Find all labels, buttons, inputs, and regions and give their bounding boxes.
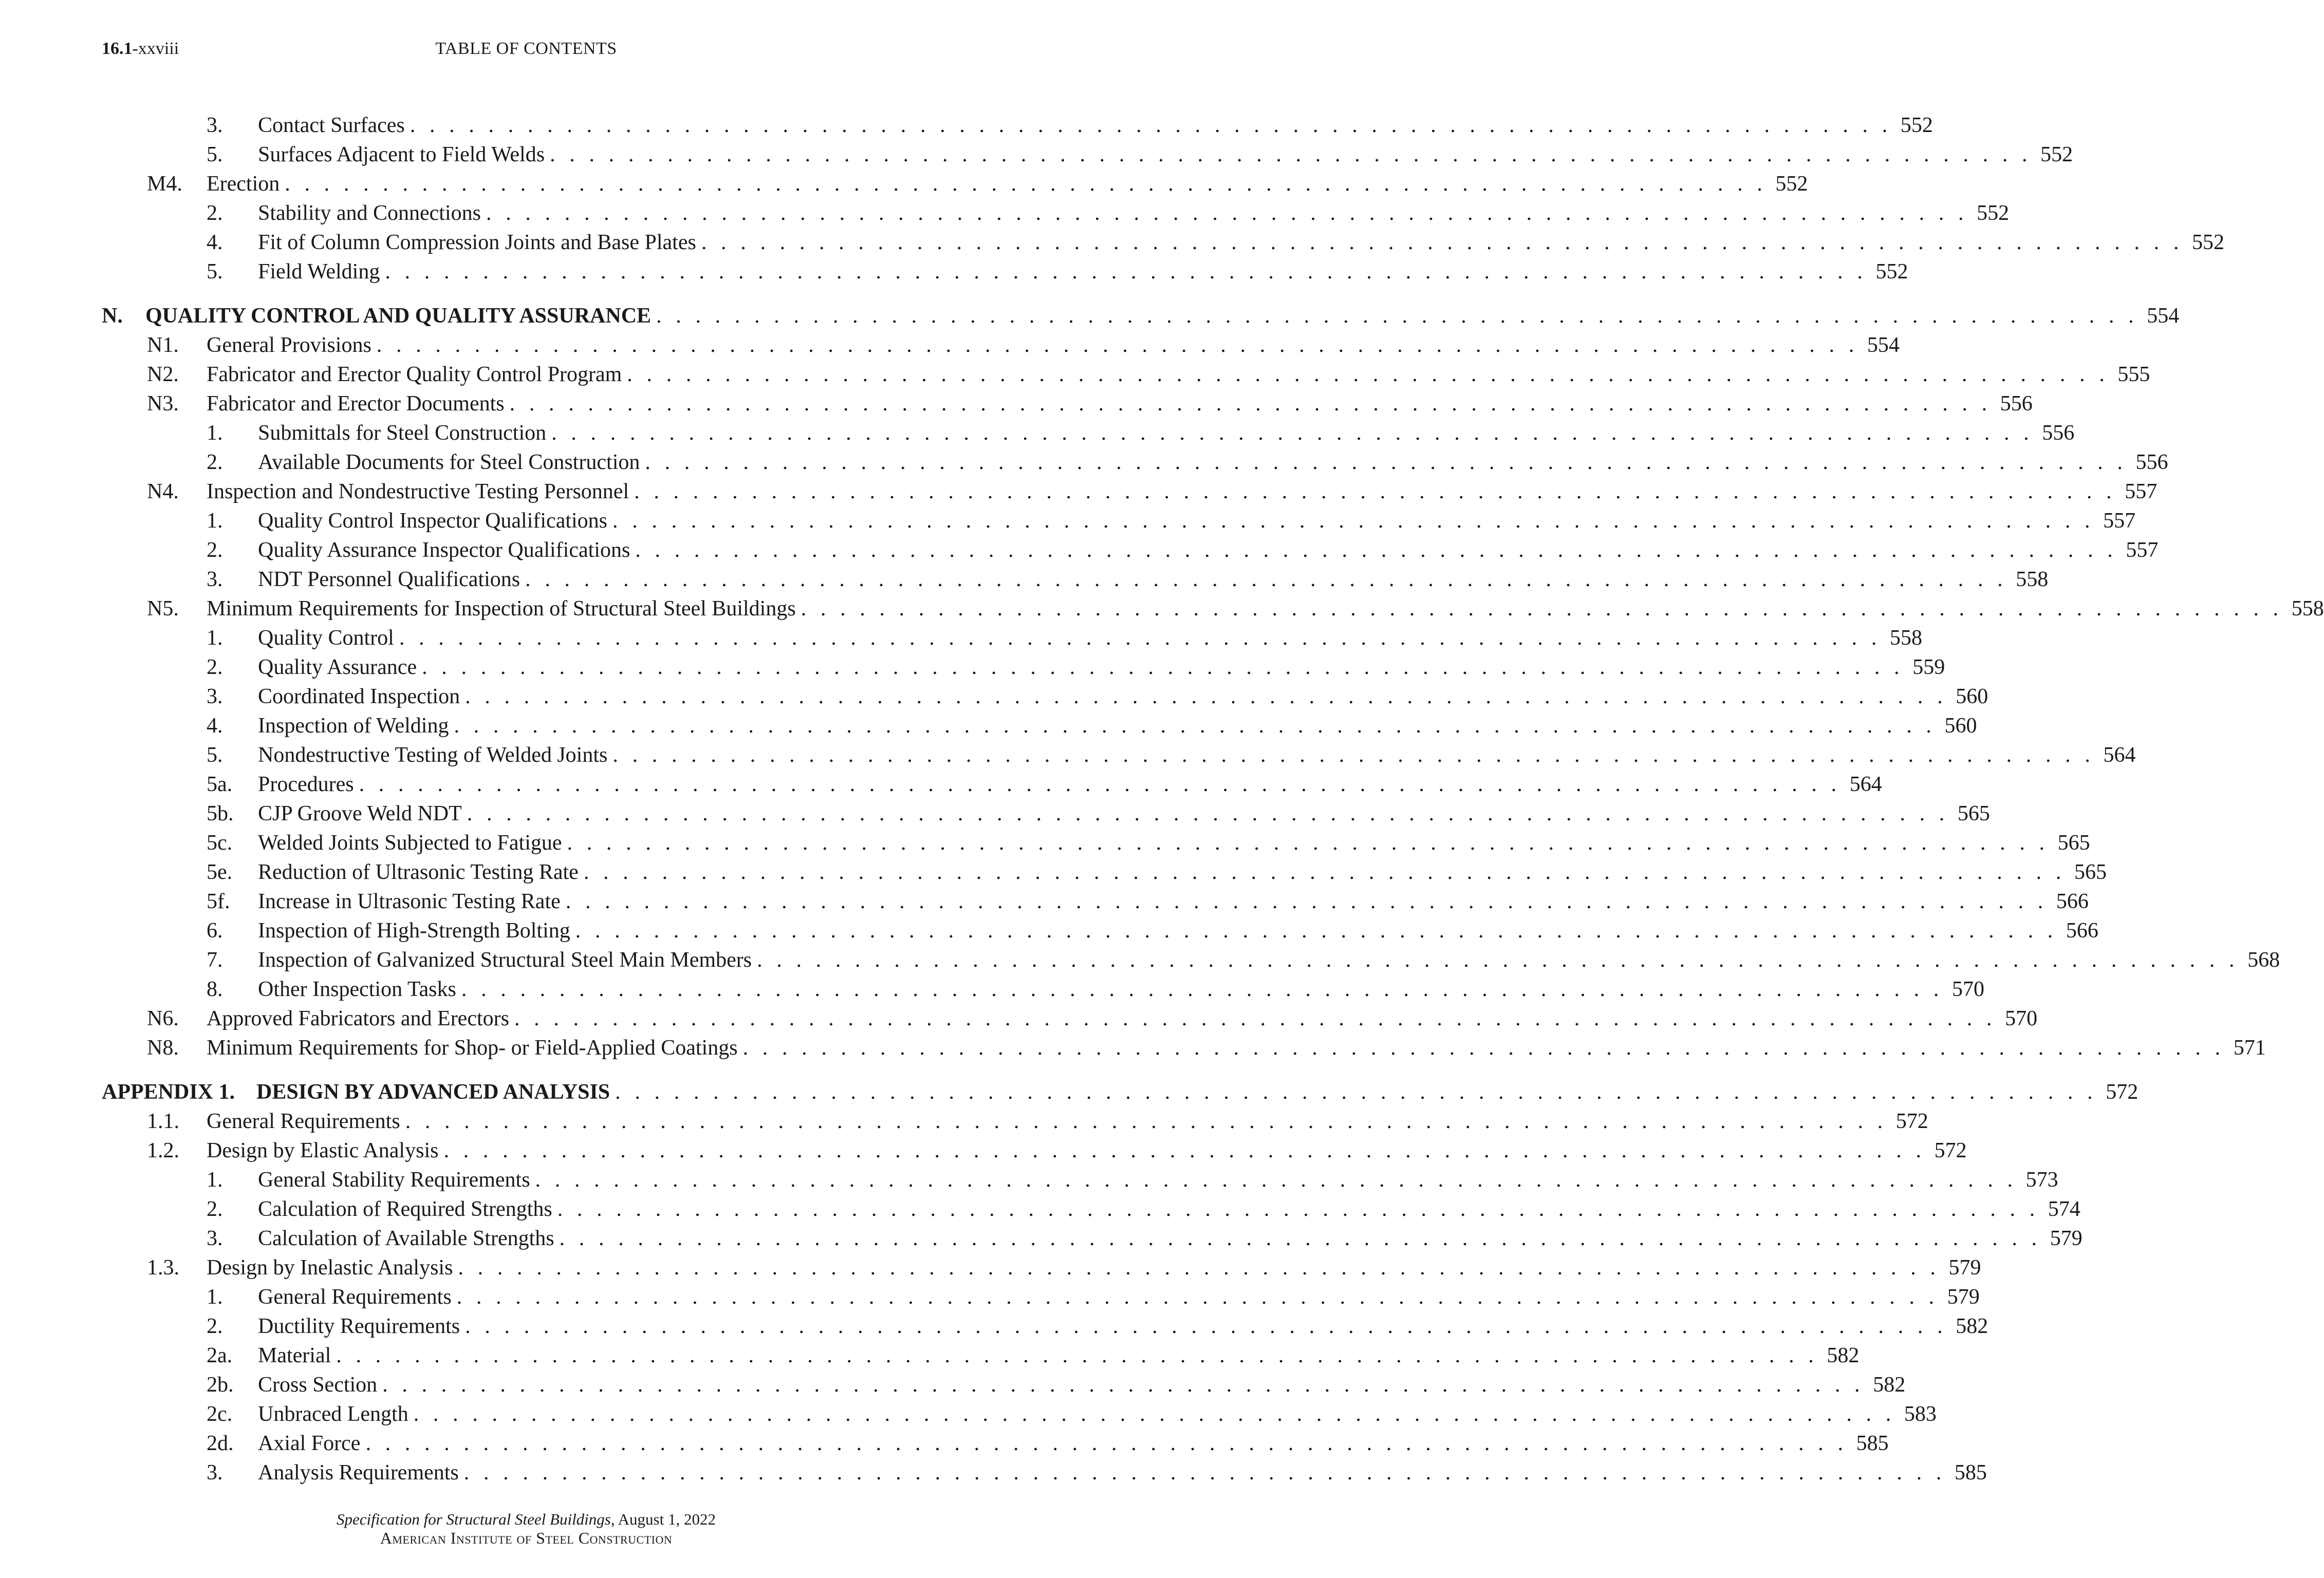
toc-entry-number: 1.3. <box>147 1256 179 1280</box>
toc-entry-page: 552 <box>2191 231 2224 254</box>
toc-entry-title: Quality Control Inspector Qualifications <box>258 509 608 533</box>
toc-entry-title: Stability and Connections <box>258 201 481 225</box>
dot-leader: . . . . . . . . . . . . . . . . . . . . . . . . . . . . . . . . . . . . . . . . . . . . . . . . . . . . . . . . . . . . . . . . . . . . . . . . . . . . <box>486 201 1968 225</box>
dot-leader: . . . . . . . . . . . . . . . . . . . . . . . . . . . . . . . . . . . . . . . . . . . . . . . . . . . . . . . . . . . . . . . . . . . . . . . . . . . . <box>656 304 2139 328</box>
toc-entry-title: Other Inspection Tasks <box>258 978 456 1001</box>
dot-leader: . . . . . . . . . . . . . . . . . . . . . . . . . . . . . . . . . . . . . . . . . . . . . . . . . . . . . . . . . . . . . . . . . . . . . . . . . . . . <box>575 919 2057 943</box>
toc-entry[interactable] <box>0 536 2159 565</box>
dot-leader: . . . . . . . . . . . . . . . . . . . . . . . . . . . . . . . . . . . . . . . . . . . . . . . . . . . . . . . . . . . . . . . . . . . . . . . . . . . . <box>467 802 1949 825</box>
toc-entry-page: 572 <box>1895 1110 1928 1133</box>
toc-entry-title: Fabricator and Erector Documents <box>207 392 505 416</box>
toc-entry[interactable] <box>0 140 2073 170</box>
toc-entry[interactable] <box>0 682 1988 711</box>
toc-entry-title: General Requirements <box>258 1285 452 1309</box>
toc-entry-page: 560 <box>1944 714 1977 738</box>
toc-entry-page: 552 <box>1900 114 1933 137</box>
dot-leader: . . . . . . . . . . . . . . . . . . . . . . . . . . . . . . . . . . . . . . . . . . . . . . . . . . . . . . . . . . . . . . . . . . . . . . . . . . . . <box>465 1314 1947 1338</box>
toc-entry-number: 2b. <box>207 1373 234 1397</box>
toc-entry[interactable] <box>0 770 1882 799</box>
toc-entry[interactable] <box>0 624 1922 653</box>
toc-entry-number: 5. <box>207 743 223 767</box>
dot-leader: . . . . . . . . . . . . . . . . . . . . . . . . . . . . . . . . . . . . . . . . . . . . . . . . . . . . . . . . . . . . . . . . . . . . . . . . . . . . <box>583 860 2066 884</box>
toc-entry[interactable] <box>0 1370 1906 1400</box>
toc-entry[interactable] <box>0 1312 1988 1341</box>
toc-entry-title: Nondestructive Testing of Welded Joints <box>258 743 608 767</box>
toc-entry-title: General Provisions <box>207 333 371 357</box>
toc-entry-page: 570 <box>1951 978 1984 1001</box>
toc-entry[interactable] <box>0 1283 1980 1312</box>
dot-leader: . . . . . . . . . . . . . . . . . . . . . . . . . . . . . . . . . . . . . . . . . . . . . . . . . . . . . . . . . . . . . . . . . . . . . . . . . . . . <box>612 743 2095 767</box>
dot-leader: . . . . . . . . . . . . . . . . . . . . . . . . . . . . . . . . . . . . . . . . . . . . . . . . . . . . . . . . . . . . . . . . . . . . . . . . . . . . <box>405 1110 1887 1133</box>
toc-entry-page: 582 <box>1956 1314 1988 1338</box>
toc-entry-page: 579 <box>1947 1285 1980 1309</box>
toc-entry-page: 555 <box>2117 363 2150 386</box>
toc-entry-page: 565 <box>2074 860 2107 884</box>
toc-entry[interactable] <box>0 653 1945 682</box>
toc-entry-page: 585 <box>1954 1461 1987 1485</box>
toc-entry-number: N4. <box>147 480 179 503</box>
toc-entry-number: 3. <box>207 568 223 591</box>
dot-leader: . . . . . . . . . . . . . . . . . . . . . . . . . . . . . . . . . . . . . . . . . . . . . . . . . . . . . . . . . . . . . . . . . . . . . . . . . . . . <box>359 773 1841 796</box>
toc-entry-page: 573 <box>2025 1168 2058 1192</box>
toc-entry[interactable] <box>0 1107 1928 1136</box>
toc-entry-number: 2. <box>207 1314 223 1338</box>
toc-entry[interactable] <box>0 389 2033 419</box>
toc-entry-number: 7. <box>207 948 223 972</box>
toc-entry-title: Axial Force <box>258 1432 361 1455</box>
toc-entry[interactable] <box>0 741 2136 770</box>
toc-entry[interactable] <box>0 111 1933 140</box>
toc-entry-title: Fit of Column Compression Joints and Base Plates <box>258 231 696 254</box>
toc-entry-number: 1.2. <box>147 1139 179 1162</box>
toc-entry-page: 564 <box>1849 773 1882 796</box>
toc-entry-title: Welded Joints Subjected to Fatigue <box>258 831 562 855</box>
toc-entry-title: Quality Control <box>258 626 394 650</box>
toc-entry-title: Calculation of Available Strengths <box>258 1227 554 1250</box>
toc-entry-title: Calculation of Required Strengths <box>258 1197 552 1221</box>
toc-entry-title: Design by Inelastic Analysis <box>207 1256 453 1280</box>
dot-leader: . . . . . . . . . . . . . . . . . . . . . . . . . . . . . . . . . . . . . . . . . . . . . . . . . . . . . . . . . . . . . . . . . . . . . . . . . . . . <box>443 1139 1926 1162</box>
dot-leader: . . . . . . . . . . . . . . . . . . . . . . . . . . . . . . . . . . . . . . . . . . . . . . . . . . . . . . . . . . . . . . . . . . . . . . . . . . . . <box>285 172 1767 196</box>
toc-entry[interactable] <box>0 419 2075 448</box>
toc-entry-title: General Requirements <box>207 1110 400 1133</box>
toc-entry-page: 571 <box>2233 1036 2266 1060</box>
dot-leader: . . . . . . . . . . . . . . . . . . . . . . . . . . . . . . . . . . . . . . . . . . . . . . . . . . . . . . . . . . . . . . . . . . . . . . . . . . . . <box>701 231 2183 254</box>
toc-entry-title: Inspection and Nondestructive Testing Personnel <box>207 480 629 503</box>
toc-entry-page: 566 <box>2066 919 2098 943</box>
dot-leader: . . . . . . . . . . . . . . . . . . . . . . . . . . . . . . . . . . . . . . . . . . . . . . . . . . . . . . . . . . . . . . . . . . . . . . . . . . . . <box>509 392 1992 416</box>
dot-leader: . . . . . . . . . . . . . . . . . . . . . . . . . . . . . . . . . . . . . . . . . . . . . . . . . . . . . . . . . . . . . . . . . . . . . . . . . . . . <box>612 509 2095 533</box>
toc-entry[interactable] <box>0 257 1908 287</box>
toc-entry-number: 1. <box>207 1168 223 1192</box>
toc-entry-number: 2. <box>207 655 223 679</box>
dot-leader: . . . . . . . . . . . . . . . . . . . . . . . . . . . . . . . . . . . . . . . . . . . . . . . . . . . . . . . . . . . . . . . . . . . . . . . . . . . . <box>458 1256 1940 1280</box>
dot-leader: . . . . . . . . . . . . . . . . . . . . . . . . . . . . . . . . . . . . . . . . . . . . . . . . . . . . . . . . . . . . . . . . . . . . . . . . . . . . <box>535 1168 2017 1192</box>
toc-entry-page: 574 <box>2048 1197 2080 1221</box>
toc-entry-page: 568 <box>2247 948 2280 972</box>
toc-entry[interactable] <box>0 1429 1889 1458</box>
toc-entry-number: 5a. <box>207 773 233 796</box>
dot-leader: . . . . . . . . . . . . . . . . . . . . . . . . . . . . . . . . . . . . . . . . . . . . . . . . . . . . . . . . . . . . . . . . . . . . . . . . . . . . <box>801 597 2283 621</box>
toc-entry-title: Ductility Requirements <box>258 1314 460 1338</box>
toc-entry-title: Submittals for Steel Construction <box>258 421 547 445</box>
toc-entry[interactable] <box>0 946 2280 975</box>
dot-leader: . . . . . . . . . . . . . . . . . . . . . . . . . . . . . . . . . . . . . . . . . . . . . . . . . . . . . . . . . . . . . . . . . . . . . . . . . . . . <box>385 260 1867 284</box>
dot-leader: . . . . . . . . . . . . . . . . . . . . . . . . . . . . . . . . . . . . . . . . . . . . . . . . . . . . . . . . . . . . . . . . . . . . . . . . . . . . <box>454 714 1936 738</box>
dot-leader: . . . . . . . . . . . . . . . . . . . . . . . . . . . . . . . . . . . . . . . . . . . . . . . . . . . . . . . . . . . . . . . . . . . . . . . . . . . . <box>514 1007 1997 1030</box>
toc-entry-number: 3. <box>207 1227 223 1250</box>
toc-entry-page: 556 <box>2000 392 2033 416</box>
dot-leader: . . . . . . . . . . . . . . . . . . . . . . . . . . . . . . . . . . . . . . . . . . . . . . . . . . . . . . . . . . . . . . . . . . . . . . . . . . . . <box>376 333 1858 357</box>
toc-entry-number: 2d. <box>207 1432 234 1455</box>
toc-entry[interactable] <box>0 1400 1937 1429</box>
toc-entry-number: N3. <box>147 392 179 416</box>
toc-entry-number: 5. <box>207 260 223 284</box>
toc-entry-page: 557 <box>2103 509 2136 533</box>
toc-entry[interactable] <box>0 199 2010 228</box>
toc-entry-page: 582 <box>1873 1373 1906 1397</box>
toc-entry-title: Analysis Requirements <box>258 1461 459 1485</box>
toc-entry[interactable] <box>0 448 2168 477</box>
toc-entry-page: 552 <box>1977 201 2010 225</box>
toc-entry[interactable] <box>0 1341 1860 1370</box>
toc-entry-title: Quality Assurance Inspector Qualifications <box>258 538 630 562</box>
toc-entry[interactable] <box>0 170 1808 199</box>
toc-entry-number: 3. <box>207 114 223 137</box>
toc-chapter-heading[interactable] <box>0 302 2180 331</box>
toc-entry-title: Approved Fabricators and Erectors <box>207 1007 509 1030</box>
toc-entry-page: 566 <box>2056 890 2089 913</box>
toc-entry-title: Material <box>258 1344 331 1367</box>
toc-entry-title: Field Welding <box>258 260 380 284</box>
toc-entry-page: 579 <box>1948 1256 1981 1280</box>
toc-entry-number: 4. <box>207 714 223 738</box>
toc-entry-page: 572 <box>1934 1139 1967 1162</box>
toc-entry-page: 560 <box>1956 685 1988 708</box>
toc-entry-title: Minimum Requirements for Inspection of Structural Steel Buildings <box>207 597 796 621</box>
toc-entry-number: N2. <box>147 363 179 386</box>
toc-entry-number: N5. <box>147 597 179 621</box>
toc-entry-page: 552 <box>2040 143 2073 166</box>
dot-leader: . . . . . . . . . . . . . . . . . . . . . . . . . . . . . . . . . . . . . . . . . . . . . . . . . . . . . . . . . . . . . . . . . . . . . . . . . . . . <box>365 1432 1848 1455</box>
dot-leader: . . . . . . . . . . . . . . . . . . . . . . . . . . . . . . . . . . . . . . . . . . . . . . . . . . . . . . . . . . . . . . . . . . . . . . . . . . . . <box>567 831 2049 855</box>
dot-leader: . . . . . . . . . . . . . . . . . . . . . . . . . . . . . . . . . . . . . . . . . . . . . . . . . . . . . . . . . . . . . . . . . . . . . . . . . . . . <box>550 143 2032 166</box>
toc-entry[interactable] <box>0 916 2098 946</box>
dot-leader: . . . . . . . . . . . . . . . . . . . . . . . . . . . . . . . . . . . . . . . . . . . . . . . . . . . . . . . . . . . . . . . . . . . . . . . . . . . . <box>413 1402 1895 1426</box>
toc-entry-number: 5b. <box>207 802 234 825</box>
footer-citation <box>0 1510 1052 1529</box>
toc-entry-page: 554 <box>1867 333 1900 357</box>
toc-entry[interactable] <box>0 1136 1967 1166</box>
toc-entry[interactable] <box>0 1253 1981 1283</box>
toc-entry-number: N8. <box>147 1036 179 1060</box>
page-number-suffix: -xxviii <box>132 39 179 58</box>
toc-entry[interactable] <box>0 331 1900 360</box>
toc-entry-title: Unbraced Length <box>258 1402 408 1426</box>
dot-leader: . . . . . . . . . . . . . . . . . . . . . . . . . . . . . . . . . . . . . . . . . . . . . . . . . . . . . . . . . . . . . . . . . . . . . . . . . . . . <box>382 1373 1865 1397</box>
toc-entry-number: 2. <box>207 450 223 474</box>
dot-leader: . . . . . . . . . . . . . . . . . . . . . . . . . . . . . . . . . . . . . . . . . . . . . . . . . . . . . . . . . . . . . . . . . . . . . . . . . . . . <box>465 685 1947 708</box>
toc-entry-title: Design by Elastic Analysis <box>207 1139 439 1162</box>
toc-entry-number: N6. <box>147 1007 179 1030</box>
dot-leader: . . . . . . . . . . . . . . . . . . . . . . . . . . . . . . . . . . . . . . . . . . . . . . . . . . . . . . . . . . . . . . . . . . . . . . . . . . . . <box>399 626 1881 650</box>
toc-entry-title: Surfaces Adjacent to Field Welds <box>258 143 545 166</box>
page-footer <box>0 1510 1052 1547</box>
toc-entry-number: 8. <box>207 978 223 1001</box>
toc-entry-title: Contact Surfaces <box>258 114 405 137</box>
dot-leader: . . . . . . . . . . . . . . . . . . . . . . . . . . . . . . . . . . . . . . . . . . . . . . . . . . . . . . . . . . . . . . . . . . . . . . . . . . . . <box>410 114 1892 137</box>
toc-entry-title: CJP Groove Weld NDT <box>258 802 462 825</box>
toc-entry-title: Inspection of Galvanized Structural Steel Main Members <box>258 948 752 972</box>
toc-entry[interactable] <box>0 1166 2058 1195</box>
toc-entry[interactable] <box>0 228 2224 257</box>
toc-entry-number: 2. <box>207 1197 223 1221</box>
toc-entry-title: QUALITY CONTROL AND QUALITY ASSURANCE <box>145 304 652 328</box>
toc-entry-page: 558 <box>1889 626 1922 650</box>
toc-entry-number: 2c. <box>207 1402 233 1426</box>
toc-entry-page: 564 <box>2103 743 2136 767</box>
toc-entry-number: 1.1. <box>147 1110 179 1133</box>
dot-leader: . . . . . . . . . . . . . . . . . . . . . . . . . . . . . . . . . . . . . . . . . . . . . . . . . . . . . . . . . . . . . . . . . . . . . . . . . . . . <box>757 948 2239 972</box>
toc-entry-number: 4. <box>207 231 223 254</box>
page-header <box>0 39 1052 63</box>
footer-date: , August 1, 2022 <box>610 1510 716 1528</box>
toc-entry-title: Erection <box>207 172 280 196</box>
toc-entry-title: Minimum Requirements for Shop- or Field-Applied Coatings <box>207 1036 738 1060</box>
toc-entry-title: Increase in Ultrasonic Testing Rate <box>258 890 561 913</box>
toc-entry-page: 572 <box>2106 1080 2139 1104</box>
toc-entry-number: M4. <box>147 172 182 196</box>
toc-entry-title: Fabricator and Erector Quality Control Program <box>207 363 622 386</box>
toc-entry-number: 5. <box>207 143 223 166</box>
dot-leader: . . . . . . . . . . . . . . . . . . . . . . . . . . . . . . . . . . . . . . . . . . . . . . . . . . . . . . . . . . . . . . . . . . . . . . . . . . . . <box>463 1461 1946 1485</box>
toc-entry[interactable] <box>0 594 2324 624</box>
toc-entry-number: N1. <box>147 333 179 357</box>
toc-entry-number: 6. <box>207 919 223 943</box>
toc-entry[interactable] <box>0 975 1984 1004</box>
toc-entry[interactable] <box>0 711 1977 741</box>
toc-entry-number: 5f. <box>207 890 230 913</box>
toc-entry-title: Procedures <box>258 773 354 796</box>
dot-leader: . . . . . . . . . . . . . . . . . . . . . . . . . . . . . . . . . . . . . . . . . . . . . . . . . . . . . . . . . . . . . . . . . . . . . . . . . . . . <box>461 978 1943 1001</box>
toc-entry-number: 1. <box>207 626 223 650</box>
toc-entry[interactable] <box>0 858 2107 887</box>
dot-leader: . . . . . . . . . . . . . . . . . . . . . . . . . . . . . . . . . . . . . . . . . . . . . . . . . . . . . . . . . . . . . . . . . . . . . . . . . . . . <box>635 538 2117 562</box>
toc-entry-title: NDT Personnel Qualifications <box>258 568 520 591</box>
toc-entry-page: 556 <box>2135 450 2168 474</box>
toc-entry[interactable] <box>0 1458 1987 1488</box>
toc-entry[interactable] <box>0 829 2090 858</box>
dot-leader: . . . . . . . . . . . . . . . . . . . . . . . . . . . . . . . . . . . . . . . . . . . . . . . . . . . . . . . . . . . . . . . . . . . . . . . . . . . . <box>627 363 2109 386</box>
toc-entry-page: 559 <box>1912 655 1945 679</box>
toc-entry-page: 556 <box>2042 421 2075 445</box>
toc-entry-number: 1. <box>207 509 223 533</box>
toc-entry-title: Quality Assurance <box>258 655 417 679</box>
toc-entry[interactable] <box>0 477 2158 506</box>
toc-entry-page: 582 <box>1827 1344 1860 1367</box>
dot-leader: . . . . . . . . . . . . . . . . . . . . . . . . . . . . . . . . . . . . . . . . . . . . . . . . . . . . . . . . . . . . . . . . . . . . . . . . . . . . <box>456 1285 1939 1309</box>
toc-entry-page: 552 <box>1775 172 1808 196</box>
toc-entry-number: 5e. <box>207 860 233 884</box>
toc-entry-page: 557 <box>2126 538 2159 562</box>
dot-leader: . . . . . . . . . . . . . . . . . . . . . . . . . . . . . . . . . . . . . . . . . . . . . . . . . . . . . . . . . . . . . . . . . . . . . . . . . . . . <box>557 1197 2039 1221</box>
toc-appendix-heading[interactable] <box>0 1078 2139 1107</box>
toc-entry-number: 3. <box>207 1461 223 1485</box>
toc-entry[interactable] <box>0 1034 2266 1063</box>
footer-publisher: American Institute of Steel Construction <box>380 1529 673 1547</box>
toc-entry-page: 565 <box>1957 802 1990 825</box>
page-number-prefix: 16.1 <box>102 39 133 58</box>
toc-entry-title: APPENDIX 1. DESIGN BY ADVANCED ANALYSIS <box>102 1080 610 1104</box>
toc-entry-title: Inspection of High-Strength Bolting <box>258 919 570 943</box>
toc-entry[interactable] <box>0 506 2136 536</box>
dot-leader: . . . . . . . . . . . . . . . . . . . . . . . . . . . . . . . . . . . . . . . . . . . . . . . . . . . . . . . . . . . . . . . . . . . . . . . . . . . . <box>336 1344 1818 1367</box>
dot-leader: . . . . . . . . . . . . . . . . . . . . . . . . . . . . . . . . . . . . . . . . . . . . . . . . . . . . . . . . . . . . . . . . . . . . . . . . . . . . <box>525 568 2007 591</box>
toc-entry-number: 2. <box>207 538 223 562</box>
toc-entry-page: 583 <box>1904 1402 1937 1426</box>
toc-entry-page: 570 <box>2005 1007 2038 1030</box>
toc-entry-number: 1. <box>207 421 223 445</box>
toc-entry-number: N. <box>102 304 123 328</box>
toc-entry-number: 3. <box>207 685 223 708</box>
toc-entry-page: 579 <box>2050 1227 2083 1250</box>
toc-entry-number: 2. <box>207 201 223 225</box>
toc-entry[interactable] <box>0 1004 2038 1034</box>
toc-entry[interactable] <box>0 360 2150 389</box>
toc-entry-page: 565 <box>2057 831 2090 855</box>
toc-entry-title: General Stability Requirements <box>258 1168 530 1192</box>
dot-leader: . . . . . . . . . . . . . . . . . . . . . . . . . . . . . . . . . . . . . . . . . . . . . . . . . . . . . . . . . . . . . . . . . . . . . . . . . . . . <box>565 890 2048 913</box>
toc-entry[interactable] <box>0 1195 2080 1224</box>
toc-entry-title: Cross Section <box>258 1373 378 1397</box>
toc-entry-page: 585 <box>1856 1432 1889 1455</box>
toc-entry[interactable] <box>0 799 1990 829</box>
toc-entry[interactable] <box>0 887 2089 916</box>
toc-entry-number: 5c. <box>207 831 233 855</box>
toc-entry-title: Available Documents for Steel Construction <box>258 450 640 474</box>
dot-leader: . . . . . . . . . . . . . . . . . . . . . . . . . . . . . . . . . . . . . . . . . . . . . . . . . . . . . . . . . . . . . . . . . . . . . . . . . . . . <box>634 480 2116 503</box>
dot-leader: . . . . . . . . . . . . . . . . . . . . . . . . . . . . . . . . . . . . . . . . . . . . . . . . . . . . . . . . . . . . . . . . . . . . . . . . . . . . <box>615 1080 2097 1104</box>
dot-leader: . . . . . . . . . . . . . . . . . . . . . . . . . . . . . . . . . . . . . . . . . . . . . . . . . . . . . . . . . . . . . . . . . . . . . . . . . . . . <box>645 450 2127 474</box>
dot-leader: . . . . . . . . . . . . . . . . . . . . . . . . . . . . . . . . . . . . . . . . . . . . . . . . . . . . . . . . . . . . . . . . . . . . . . . . . . . . <box>742 1036 2225 1060</box>
toc-entry-title: Inspection of Welding <box>258 714 449 738</box>
dot-leader: . . . . . . . . . . . . . . . . . . . . . . . . . . . . . . . . . . . . . . . . . . . . . . . . . . . . . . . . . . . . . . . . . . . . . . . . . . . . <box>551 421 2034 445</box>
toc-entry-page: 558 <box>2291 597 2324 621</box>
running-head: TABLE OF CONTENTS <box>435 39 617 58</box>
dot-leader: . . . . . . . . . . . . . . . . . . . . . . . . . . . . . . . . . . . . . . . . . . . . . . . . . . . . . . . . . . . . . . . . . . . . . . . . . . . . <box>559 1227 2041 1250</box>
toc-entry-page: 552 <box>1875 260 1908 284</box>
toc-entry[interactable] <box>0 565 2049 594</box>
footer-spec-title: Specification for Structural Steel Buildings <box>337 1510 611 1528</box>
table-of-contents <box>0 111 2324 1488</box>
toc-entry-title: Reduction of Ultrasonic Testing Rate <box>258 860 579 884</box>
toc-entry-page: 557 <box>2125 480 2158 503</box>
toc-entry-number: 1. <box>207 1285 223 1309</box>
toc-entry-title: Coordinated Inspection <box>258 685 460 708</box>
toc-entry-page: 558 <box>2016 568 2049 591</box>
dot-leader: . . . . . . . . . . . . . . . . . . . . . . . . . . . . . . . . . . . . . . . . . . . . . . . . . . . . . . . . . . . . . . . . . . . . . . . . . . . . <box>422 655 1904 679</box>
toc-entry[interactable] <box>0 1224 2083 1253</box>
toc-entry-number: 2a. <box>207 1344 233 1367</box>
toc-entry-page: 554 <box>2147 304 2180 328</box>
